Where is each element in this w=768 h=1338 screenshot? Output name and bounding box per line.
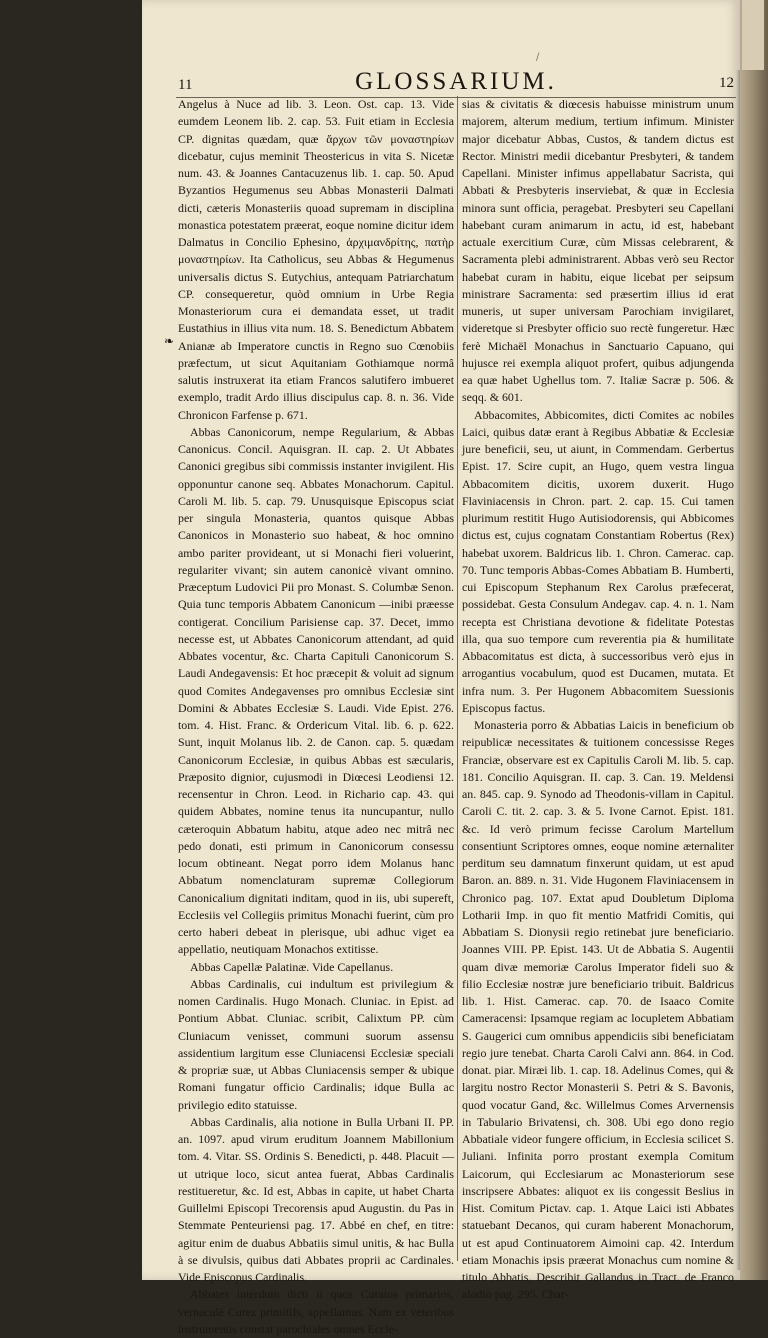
column-divider-rule — [457, 96, 458, 1261]
text-column-left — [178, 96, 454, 1336]
page-corner-tab — [742, 0, 764, 70]
marginal-hand-mark: ❧ — [164, 334, 175, 348]
text-column-right — [462, 96, 734, 1302]
page-edge-stack — [740, 0, 768, 1280]
paragraph: Monasteria porro & Abbatias Laicis in beneficium ob reipublicæ necessitates & tuitionem concessisse Reges Franciæ, observare est ex Capitulis Caroli M. lib. 5. cap. 181. Concilio Aquisgran. II. cap. 3. Can. 19. Meldensi an. 845. cap. 9. Synodo ad Theodonis-villam in Capitul. Caroli C. tit. 2. cap. 3. & 5. Ivone Carnot. Epist. 181. &c. Id verò primum fecisse Carolum Martellum consentiunt Scriptores omnes, eoque nomine æternaliter perditum seu damnatum finxerunt quidam, ut est apud Baron. an. 889. n. 31. Vide Hugonem Flaviniacensem in Chronico pag. 107. Extat apud Doubletum Diploma Lotharii Imp. in quo fit mentio Matfridi Comitis, qui Abbatiam S. Dionysii regio retinebat jure beneficiario. Joannes VIII. PP. Epist. 143. Ut de Abbatia S. Augentii quam divæ memoriæ Carolus Imperator fideli suo & filio Ecclesiæ nostræ jure beneficiario tribuit. Baldricus lib. 1. Hist. Camerac. cap. 70. de Isaaco Comite Cameracensi: Ipsamque regiam ac locupletem Abbatiam S. Gaugerici cum omnibus appendiciis sibi beneficiatam regio jure tenebat. Charta Caroli Calvi ann. 864. in Cod. donat. piar. Miræi lib. 1. cap. 18. Adelinus Comes, qui & largitu nostro Rector Monasterii S. Petri & S. Bavonis, quod vocatur Gand, &c. Willelmus Comes Arvernensis in Tabulario Brivatensi, ch. 308. Ubi ego dono regio Abbatiale videor fungere officium, in Ecclesia scilicet S. Juliani. Infinita porro prostant exempla Comitum Laicorum, qui Ecclesiarum ac Monasteriorum sese inscripsere Abbates: aliquot ex iis congessit Beslius in Hist. Comitum Pictav. cap. 1. Atque Laici isti Abbates statuebant Decanos, qui curam haberent Monachorum, ut est apud Continuatorem Aimoini cap. 42. Interdum etiam Monachis ipsis præerat Monachus cum nomine & titulo Abbatis. Describit Gallandus in Tract. de Franco alodio pag. 295. Char- — [462, 718, 734, 1302]
paragraph: Angelus à Nuce ad lib. 3. Leon. Ost. cap. 13. Vide eumdem Leonem lib. 2. cap. 53. Fuit etiam in Ecclesia CP. dignitas quædam, quæ ἄρχων τῶν μοναστηρίων dicebatur, cujus meminit Theostericus in vita S. Nicetæ num. 43. & Joannes Cantacuzenus lib. 1. cap. 50. Apud Byzantios Hegumenus seu Abbas Monasterii Dalmati dicti, cæteris Monasteriis quoad supremam in disciplina monastica potestatem præerat, eoque nomine dicitur idem Dalmatus in Concilio Ephesino, ἀρχιμανδρίτης, πατὴρ μοναστηρίων. Ita Catholicus, seu Abbas & Hegumenus universalis dictus S. Eutychius, antequam Patriarchatum CP. consequeretur, quòd omnium in Urbe Regia Monasteriorum cura ei demandata esset, ut tradit Eustathius in illius vita num. 18. S. Benedictum Abbatem Anianæ ab Imperatore cunctis in Regno suo Cœnobiis præfectum, ut sicut Aquitaniam Gothiamque normâ salutis instruxerat ita etiam Francos salutifero imbueret exemplo, tradit Ardo illius discipulus cap. 8. n. 36. Vide Chronicon Farfense p. 671. — [178, 97, 454, 422]
paragraph: Abbacomites, Abbicomites, dicti Comites ac nobiles Laici, quibus datæ erant à Regibus Abbatiæ & Ecclesiæ jure beneficii, seu, ut aiunt, in Commendam. Gerbertus Epist. 17. Scire cupit, an Hugo, quem vestra lingua Abbacomitem dicitis, uxorem duxerit. Hugo Flaviniacensis in Chron. part. 2. cap. 15. Cui tamen plurimum restitit Hugo Autisiodorensis, qui Abbicomes dictus est, cujus cognatam Constantiam Robertus (Rex) habebat uxorem. Baldricus lib. 1. Chron. Camerac. cap. 70. Tunc temporis Abbas-Comes Abbatiam B. Humberti, cui Episcopum Stephanum Rex Carolus præfecerat, possidebat. Gesta Consulum Andegav. cap. 4. n. 1. Nam recepta est Christiana devotione & fidelitate Potestas illa, qua suo tempore cum reverentia pia & humilitate Abbacomitatus est dicta, à successoribus verò ejus in arrogantius vocabulum, quod est Ducamen, mutata. Et infra num. 3. Per Hugonem Abbacomitem Suessionis Episcopus factus. — [462, 407, 734, 715]
page-number-right: 12 — [719, 75, 734, 91]
paragraph: Abbas Canonicorum, nempe Regularium, & Abbas Canonicus. Concil. Aquisgran. II. cap. 2. Ut Abbates Canonici gregibus sibi commissis instanter invigilent. His opponuntur canone seq. Abbates Monachorum. Capitul. Caroli M. lib. 5. cap. 79. Unusquisque Episcopus sciat per singula Monasteria, quantos quisque Abbas Canonicos in Monasterio suo habeat, & hoc omnino ambo pariter provideant, ut si Monachi fieri voluerint, regulariter vivant; sin autem canonicè vivant omnino. Præceptum Ludovici Pii pro Monast. S. Columbæ Senon. Quia tunc temporis Abbatem Canonicum —inibi præesse contigerat. Concilium Parisiense cap. 37. Decet, immo necesse est, ut Abbates Canonicorum attendant, ad quid Abbates vocentur, &c. Charta Capituli Canonicorum S. Laudi Andegavensis: Et hoc præcepit & voluit ad signum quod Comites Andegavenses pro omnibus Ecclesiæ sint Domini & Abbates Ecclesiæ S. Laudi. Vide Epist. 276. tom. 4. Hist. Franc. & Ordericum Vital. lib. 6. p. 622. Sunt, inquit Molanus lib. 2. de Canon. cap. 5. quædam Canonicorum Ecclesiæ, in quibus Abbas est sæcularis, Præposito dignior, cujusmodi in Diœcesi Leodiensi 12. recensentur in Chron. Leod. in Richario cap. 43. qui quidem Abbates, nomine tenus ita nuncupantur, nullo cæteroquin Abbatum habitu, atque adeo nec mitrâ nec pedo donati, esti primum in Canonicorum consessu locum obtineant. Negat porro idem Molanus hanc Abbatum nomenclaturam supremæ Collegiorum Canonicalium dignitati inditam, quod in iis, ubi supereft, Ecclesiis vel Collegiis primitus Monachi fuerint, cùm pro certo haberi debeat in plerisque, ubi adhuc viget ea appellatio, neutiquam Monachos extitisse. — [178, 424, 454, 957]
page-number-left: 11 — [178, 77, 193, 93]
paragraph: Abbas Capellæ Palatinæ. Vide Capellanus. — [190, 959, 394, 974]
paragraph: Abbates interdum dicti ii quos Curatos primarios, vernaculè Curez primitifs, appellamus. Nam ex veteribus instrumentis constat parochiales omnes Eccle- — [178, 1287, 454, 1336]
paragraph: sias & civitatis & diœcesis habuisse ministrum unum majorem, alterum medium, tertium infimum. Minister major dicebatur Abbas, Custos, & tandem dictus est Rector. Ministri medii dicebantur Presbyteri, & tandem Capellani. Minister infimus appellabatur Sacrista, qui Abbati & Presbyteris inserviebat, & quæ in Ecclesia minora sunt officia, peragebat. Presbyteri seu Capellani habebant curam animarum in actu, id est, habebant actuale exercitium Curæ, cùm Missas celebrarent, & Sacramenta plebi administrarent. Abbas verò seu Rector habebat curam in habitu, eique licebat per seipsum ministrare Sacramenta: sed præsertim illius id erat muneris, ut super universam Parochiam invigilaret, videretque si Presbyter officio suo rectè fungeretur. Hæc ferè Michaël Monachus in Sanctuario Capuano, qui hujusce rei exempla aliquot profert, quibus adjungenda ea quæ habet Ughellus tom. 7. Italiæ Sacræ p. 506. & seqq. & 601. — [462, 97, 734, 405]
paragraph: Abbas Cardinalis, cui indultum est privilegium & nomen Cardinalis. Hugo Monach. Cluniac. in Epist. ad Pontium Abbat. Cluniac. scribit, Calixtum PP. cùm Cluniacum venisset, communi suorum assensu assidentium largitum esse Cluniacensi Ecclesiæ speciali & propriæ suæ, ut Abbas Cluniacensis semper & ubique Romani fungatur officio Cardinalis; idque Bulla ac privilegio edito statuisse. — [178, 976, 454, 1112]
paragraph: Abbas Cardinalis, alia notione in Bulla Urbani II. PP. an. 1097. apud virum eruditum Joannem Mabillonium tom. 4. Vitar. SS. Ordinis S. Benedicti, p. 448. Placuit —ut utrique loco, sicut antea fuerat, Abbas Cardinalis restitueretur, &c. Id est, Abbas in capite, ut habet Charta Guillelmi Episcopi Trecorensis apud Augustin. du Pas in Stemmate Penteuriensi pag. 17. Abbé en chef, en titre: agitur enim de duabus Abbatiis simul unitis, & hac Bulla à se divulsis, quibus dati Abbates proprii ac Cardinales. Vide Episcopus Cardinalis. — [178, 1114, 454, 1284]
running-title: GLOSSARIUM. — [355, 68, 557, 95]
running-header — [172, 66, 740, 100]
ink-blot-mark: / — [536, 52, 540, 63]
